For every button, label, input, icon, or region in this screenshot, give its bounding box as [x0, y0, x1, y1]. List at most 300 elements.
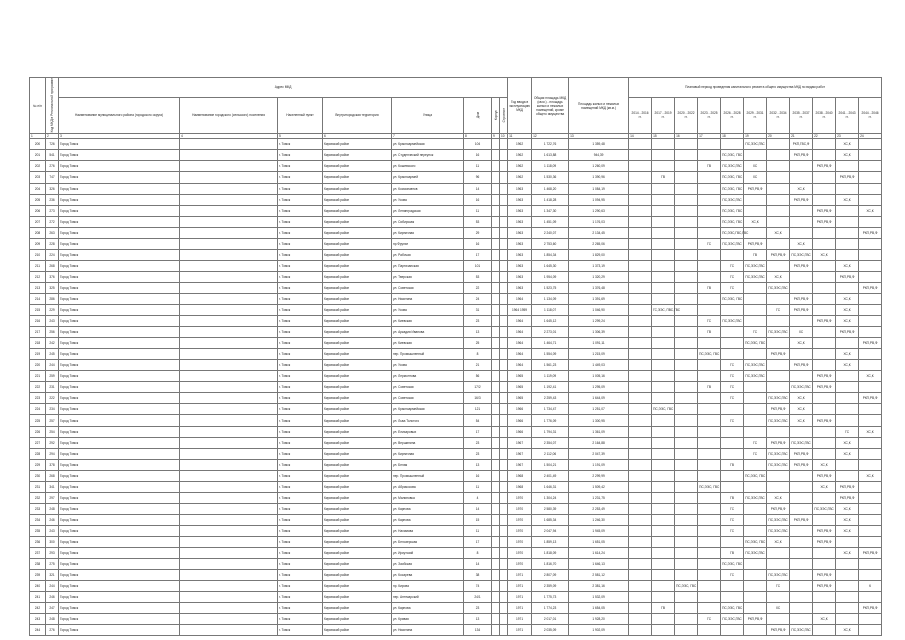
period-works [836, 537, 859, 548]
period-works: ГВ [698, 327, 721, 338]
building [500, 592, 508, 603]
period-works: ГВ [652, 603, 675, 614]
row-number: 224 [30, 404, 46, 415]
table-row [30, 382, 882, 393]
house-number: 11 [464, 481, 492, 492]
commission-year: 1971 [508, 603, 532, 614]
commission-year: 1967 [508, 448, 532, 459]
period-works: ХС,К [767, 227, 790, 238]
building [500, 470, 508, 481]
period-works [675, 492, 698, 503]
period-works: РКП,РВ,Ф [836, 172, 859, 183]
period-works [652, 249, 675, 260]
building [500, 559, 508, 570]
period-works [629, 625, 652, 636]
period-works: ПС,ЭЭС,ГВС [744, 548, 767, 559]
table-row [30, 404, 882, 415]
street: ул. Льва Толстого [392, 415, 464, 426]
period-works [675, 570, 698, 581]
period-works [698, 205, 721, 216]
period-works [675, 559, 698, 570]
period-works [629, 382, 652, 393]
table-row [30, 150, 882, 161]
period-works [790, 559, 813, 570]
settlement [180, 139, 278, 150]
period-works [767, 548, 790, 559]
period-works [813, 360, 836, 371]
period-works: ПС,ЭЭС,ГВС [721, 161, 744, 172]
period-works: ГС [721, 382, 744, 393]
korpus [492, 271, 500, 282]
period-works [698, 415, 721, 426]
period-works [698, 503, 721, 514]
column-index: 6 [323, 134, 392, 139]
period-works [675, 625, 698, 636]
period-works [859, 492, 882, 503]
period-works [652, 183, 675, 194]
period-works: ПС,ЭЭС, ГВС [744, 338, 767, 349]
municipality: Город Томск [59, 481, 180, 492]
period-works [675, 393, 698, 404]
dwelling-area: 1 260,09 [569, 161, 629, 172]
period-works: ХС,К [790, 183, 813, 194]
commission-year: 1965 [508, 371, 532, 382]
intracity-territory: Кировский район [323, 194, 392, 205]
period-works [698, 581, 721, 592]
period-works [698, 338, 721, 349]
row-number: 211 [30, 260, 46, 271]
period-works [698, 293, 721, 304]
intracity-territory: Кировский район [323, 139, 392, 150]
building [500, 404, 508, 415]
municipality: Город Томск [59, 172, 180, 183]
municipality: Город Томск [59, 194, 180, 205]
column-index: 14 [629, 134, 652, 139]
street: ул. Елизаровых [392, 426, 464, 437]
house-number: 25 [464, 338, 492, 349]
settlement [180, 525, 278, 536]
settlement [180, 338, 278, 349]
period-works: ПС,ЭЭС,ГВС [767, 327, 790, 338]
period-works: ГС [767, 305, 790, 316]
municipality: Город Томск [59, 282, 180, 293]
building [500, 382, 508, 393]
mkd-id: 541 [46, 150, 59, 161]
municipality: Город Томск [59, 426, 180, 437]
table-row [30, 415, 882, 426]
period-works [790, 537, 813, 548]
period-works: ХС [744, 172, 767, 183]
period-works [836, 183, 859, 194]
commission-year: 1965 [508, 382, 532, 393]
period-works [859, 459, 882, 470]
period-works [767, 338, 790, 349]
dwelling-area: 1 654,05 [569, 603, 629, 614]
period-works: ПС,ЭЭС,ГВС [767, 514, 790, 525]
municipality: Город Томск [59, 437, 180, 448]
period-works: ПС,ЭЭС, ГВС [698, 481, 721, 492]
dwelling-area: 1 295,09 [569, 382, 629, 393]
locality: г. Томск [278, 327, 323, 338]
period-works [767, 360, 790, 371]
period-works [744, 415, 767, 426]
period-works: РКП,РВ,Ф [813, 525, 836, 536]
intracity-territory: Кировский район [323, 349, 392, 360]
period-works [675, 382, 698, 393]
house-number: 23 [464, 437, 492, 448]
period-works [813, 150, 836, 161]
period-works [629, 327, 652, 338]
period-works: ХС,К [836, 150, 859, 161]
locality: г. Томск [278, 459, 323, 470]
period-works: ПС,ЭЭС,ГВС [790, 249, 813, 260]
table-row [30, 481, 882, 492]
building [500, 570, 508, 581]
row-number: 236 [30, 537, 46, 548]
period-works [629, 349, 652, 360]
period-works: РКП,РВ,Ф [859, 603, 882, 614]
settlement [180, 161, 278, 172]
korpus [492, 371, 500, 382]
period-works [767, 481, 790, 492]
header-period: 2044 - 2046 гг. [859, 97, 882, 134]
table-row [30, 614, 882, 625]
house-number: 74 [464, 581, 492, 592]
header-total-area: Общая площадь МКД (кв.м.) - площадь жилых и нежилых помещений, кроме общего имущества [532, 78, 569, 134]
period-works [836, 227, 859, 238]
house-number: 16 [464, 238, 492, 249]
table-row [30, 271, 882, 282]
locality: г. Томск [278, 305, 323, 316]
period-works [836, 282, 859, 293]
table-row [30, 625, 882, 636]
intracity-territory: Кировский район [323, 172, 392, 183]
row-number: 226 [30, 426, 46, 437]
total-area: 1 646,31 [532, 481, 569, 492]
row-number: 225 [30, 415, 46, 426]
period-works [767, 150, 790, 161]
street: ул. Кирпичная [392, 227, 464, 238]
period-works: РКП,РВ,Ф [744, 614, 767, 625]
period-works [859, 183, 882, 194]
settlement [180, 404, 278, 415]
municipality: Город Томск [59, 393, 180, 404]
building [500, 548, 508, 559]
street: ул. Усова [392, 305, 464, 316]
korpus [492, 481, 500, 492]
header-street: Улица [392, 97, 464, 134]
period-works [629, 459, 652, 470]
intracity-territory: Кировский район [323, 481, 392, 492]
street: ул. Кошевского [392, 161, 464, 172]
period-works [675, 194, 698, 205]
period-works [744, 459, 767, 470]
total-area: 1 776,09 [532, 415, 569, 426]
period-works: ПС,ЭЭС,ГВС [790, 437, 813, 448]
period-works: РКП,РВ,Ф [813, 216, 836, 227]
table-row [30, 305, 882, 316]
period-works: ХС [744, 161, 767, 172]
total-area: 2 112,06 [532, 448, 569, 459]
period-works [813, 227, 836, 238]
mkd-id: 726 [46, 139, 59, 150]
house-number: 24 [464, 293, 492, 304]
commission-year: 1970 [508, 492, 532, 503]
period-works: ПС,ЭЭС,ГВС,ГВС [721, 227, 744, 238]
locality: г. Томск [278, 150, 323, 161]
building [500, 316, 508, 327]
municipality: Город Томск [59, 338, 180, 349]
locality: г. Томск [278, 548, 323, 559]
period-works [698, 227, 721, 238]
korpus [492, 548, 500, 559]
municipality: Город Томск [59, 514, 180, 525]
period-works [629, 194, 652, 205]
period-works [790, 282, 813, 293]
total-area: 2 259,43 [532, 393, 569, 404]
commission-year: 1964 [508, 338, 532, 349]
table-row [30, 293, 882, 304]
commission-year: 1966 [508, 415, 532, 426]
header-period: 2026 - 2028 гг. [721, 97, 744, 134]
intracity-territory: Кировский район [323, 503, 392, 514]
korpus [492, 581, 500, 592]
building [500, 371, 508, 382]
column-index: 7 [392, 134, 464, 139]
locality: г. Томск [278, 172, 323, 183]
settlement [180, 459, 278, 470]
municipality: Город Томск [59, 614, 180, 625]
period-works: РКП,РВ,Ф [813, 205, 836, 216]
settlement [180, 172, 278, 183]
period-works [675, 183, 698, 194]
total-area: 2 273,01 [532, 327, 569, 338]
dwelling-area: 1 191,09 [569, 459, 629, 470]
settlement [180, 205, 278, 216]
mkd-id: 376 [46, 271, 59, 282]
korpus [492, 216, 500, 227]
period-works: ХС,К [813, 249, 836, 260]
row-number: 237 [30, 548, 46, 559]
period-works: РКП,РВ,Ф [859, 393, 882, 404]
street: ул. Кирпичная [392, 448, 464, 459]
house-number: 21 [464, 360, 492, 371]
period-works: ХС,К [813, 614, 836, 625]
row-number: 222 [30, 382, 46, 393]
period-works [629, 592, 652, 603]
house-number: 16 [464, 194, 492, 205]
period-works [652, 282, 675, 293]
period-works: РКП,РВ,Ф [790, 514, 813, 525]
mkd-id: 236 [46, 194, 59, 205]
dwelling-area: 1 373,19 [569, 260, 629, 271]
street: ул. Космонавтов [392, 183, 464, 194]
period-works: РКП,РВ,Ф [767, 437, 790, 448]
period-works [629, 603, 652, 614]
settlement [180, 592, 278, 603]
period-works: ХС,К [790, 404, 813, 415]
total-area: 1 451,09 [532, 216, 569, 227]
period-works [790, 470, 813, 481]
commission-year: 1964 [508, 349, 532, 360]
korpus [492, 338, 500, 349]
period-works [652, 338, 675, 349]
period-works [629, 614, 652, 625]
period-works [698, 183, 721, 194]
street: ул. Усова [392, 194, 464, 205]
intracity-territory: Кировский район [323, 603, 392, 614]
mkd-id: 294 [46, 448, 59, 459]
period-works: ГВ [721, 492, 744, 503]
locality: г. Томск [278, 216, 323, 227]
period-works [813, 437, 836, 448]
period-works [721, 537, 744, 548]
locality: г. Томск [278, 559, 323, 570]
korpus [492, 404, 500, 415]
mkd-id: 341 [46, 481, 59, 492]
dwelling-area: 2 265,06 [569, 238, 629, 249]
table-row [30, 581, 882, 592]
period-works: РКП,РВ,Ф [790, 448, 813, 459]
korpus [492, 437, 500, 448]
dwelling-area: 1 509,42 [569, 481, 629, 492]
street: ул. Аркадия Иванова [392, 327, 464, 338]
period-works [744, 316, 767, 327]
period-works [652, 161, 675, 172]
period-works [698, 249, 721, 260]
dwelling-area: 1 532,09 [569, 592, 629, 603]
period-works: РКП,РВ,Ф [767, 349, 790, 360]
period-works [813, 559, 836, 570]
intracity-territory: Кировский район [323, 161, 392, 172]
commission-year: 1962 [508, 161, 532, 172]
locality: г. Томск [278, 570, 323, 581]
period-works [767, 139, 790, 150]
street: ул. Заобская [392, 559, 464, 570]
period-works [652, 150, 675, 161]
dwelling-area: 1 251,07 [569, 404, 629, 415]
table-row [30, 238, 882, 249]
intracity-territory: Кировский район [323, 249, 392, 260]
table-row [30, 360, 882, 371]
row-number: 223 [30, 393, 46, 404]
period-works [675, 415, 698, 426]
period-works: РКП,РВ,Ф [836, 492, 859, 503]
period-works [813, 260, 836, 271]
period-works [698, 548, 721, 559]
period-works [698, 150, 721, 161]
total-area: 2 017,01 [532, 614, 569, 625]
mkd-id: 747 [46, 172, 59, 183]
municipality: Город Томск [59, 371, 180, 382]
locality: г. Томск [278, 161, 323, 172]
header-period: 2017 - 2019 гг. [652, 97, 675, 134]
period-works: ХС,К [813, 459, 836, 470]
mkd-id: 228 [46, 238, 59, 249]
house-number: 11 [464, 161, 492, 172]
period-works [629, 249, 652, 260]
house-number: 17/2 [464, 382, 492, 393]
column-index: 21 [790, 134, 813, 139]
period-works [675, 592, 698, 603]
municipality: Город Томск [59, 183, 180, 194]
column-index: 10 [500, 134, 508, 139]
period-works [629, 172, 652, 183]
period-works [675, 150, 698, 161]
row-number: 201 [30, 150, 46, 161]
row-number: 218 [30, 338, 46, 349]
period-works: ХС,К [836, 448, 859, 459]
period-works: ГС [721, 415, 744, 426]
period-works: ГС [721, 260, 744, 271]
street: пр. Кирова [392, 581, 464, 592]
municipality: Город Томск [59, 316, 180, 327]
commission-year: 1971 [508, 625, 532, 636]
period-works: ХС,К [767, 537, 790, 548]
table-row [30, 459, 882, 470]
period-works [813, 271, 836, 282]
period-works: РКП,РВ,Ф [790, 459, 813, 470]
period-works [652, 205, 675, 216]
period-works [744, 503, 767, 514]
row-number: 207 [30, 216, 46, 227]
header-house: Дом [464, 97, 492, 134]
row-number: 235 [30, 525, 46, 536]
period-works [790, 271, 813, 282]
period-works [790, 614, 813, 625]
mkd-id: 222 [46, 393, 59, 404]
column-index: 5 [278, 134, 323, 139]
total-area: 1 119,09 [532, 371, 569, 382]
house-number: 14 [464, 559, 492, 570]
period-works: ГВ [721, 459, 744, 470]
mkd-id: 268 [46, 260, 59, 271]
period-works: ПС,ЭЭС,ГВС [721, 316, 744, 327]
building [500, 393, 508, 404]
commission-year: 1970 [508, 537, 532, 548]
locality: г. Томск [278, 382, 323, 393]
period-works: РКП,РВ,Ф [790, 194, 813, 205]
period-works [652, 349, 675, 360]
korpus [492, 448, 500, 459]
header-intracity: Внутригородская территория [323, 97, 392, 134]
street: ул. Красноармейская [392, 404, 464, 415]
period-works [698, 194, 721, 205]
period-works [813, 238, 836, 249]
period-works [859, 271, 882, 282]
municipality: Город Томск [59, 548, 180, 559]
period-works [813, 349, 836, 360]
street: ул. Абрикосова [392, 481, 464, 492]
street: ул. Карпова [392, 503, 464, 514]
intracity-territory: Кировский район [323, 271, 392, 282]
period-works [813, 282, 836, 293]
period-works [629, 316, 652, 327]
row-number: 242 [30, 603, 46, 614]
korpus [492, 592, 500, 603]
row-number: 208 [30, 227, 46, 238]
period-works: РКП,РВ,Ф [767, 503, 790, 514]
period-works: ХС,К [813, 481, 836, 492]
settlement [180, 349, 278, 360]
total-area: 1 734,47 [532, 404, 569, 415]
locality: г. Томск [278, 470, 323, 481]
period-works: ХС,К [859, 371, 882, 382]
locality: г. Томск [278, 603, 323, 614]
row-number: 209 [30, 238, 46, 249]
period-works [813, 183, 836, 194]
house-number: 134 [464, 625, 492, 636]
